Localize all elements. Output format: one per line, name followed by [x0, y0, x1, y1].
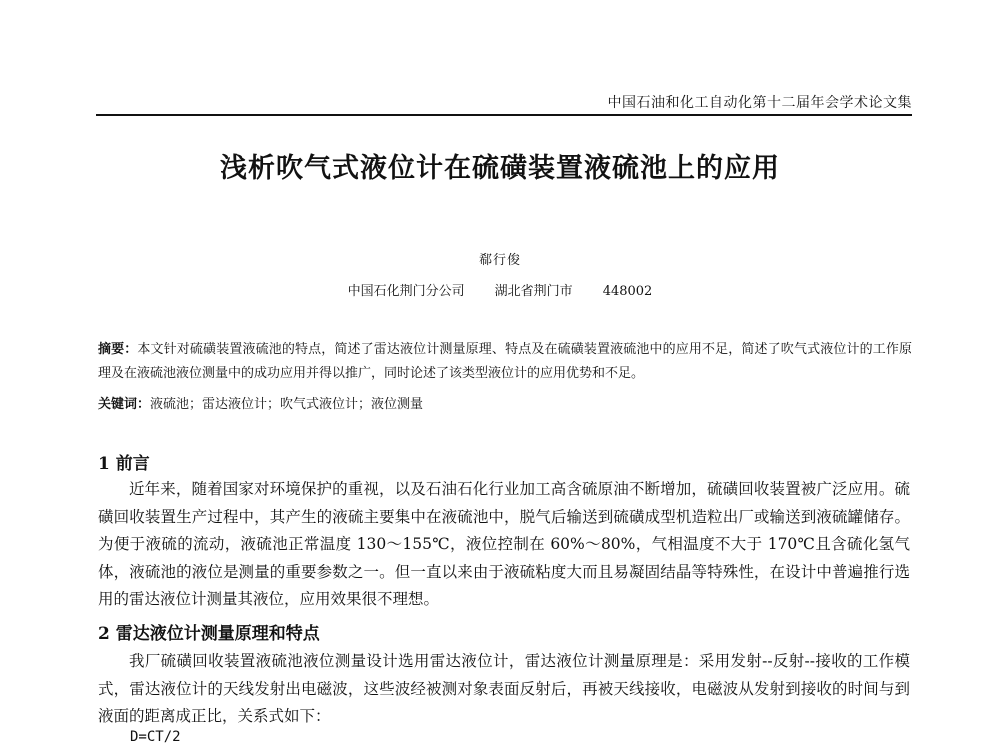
section-heading-introduction: 1 前言	[98, 454, 150, 474]
running-header: 中国石油和化工自动化第十二届年会学术论文集	[607, 95, 912, 111]
abstract-label: 摘要：	[98, 342, 138, 357]
keywords	[98, 394, 912, 416]
header-rule	[96, 114, 912, 116]
keywords-text: 液硫池；雷达液位计；吹气式液位计；液位测量	[150, 397, 424, 412]
abstract-text: 本文针对硫磺装置液硫池的特点，简述了雷达液位计测量原理、特点及在硫磺装置液硫池中的应用不足，简述了吹气式液位计的工作原理及在液硫池液位测量中的成功应用并得以推广，同时论述了该类型液位计的应用优势和不足。	[98, 342, 912, 381]
abstract	[98, 338, 912, 386]
author-name: 郗行俊	[478, 253, 521, 268]
affiliation-postcode: 448002	[602, 284, 653, 299]
formula: D=CT/2	[130, 729, 181, 745]
section-paragraph-introduction: 近年来，随着国家对环境保护的重视，以及石油石化行业加工高含硫原油不断增加，硫磺回收装置被广泛应用。硫磺回收装置生产过程中，其产生的液硫主要集中在液硫池中，脱气后输送到硫磺成型机造粒出厂或输送到液硫罐储存。为便于液硫的流动，液硫池正常温度 130～155℃，液位控制在 60%～80%，气相温度不大于 170℃且含硫化氢气体，液硫池的液位是测量的重要参数之一。但一直以来由于液硫粘度大而且易凝固结晶等特殊性，在设计中普遍推行选用的雷达液位计测量其液位，应用效果很不理想。	[98, 480, 910, 608]
keywords-label: 关键词：	[98, 397, 151, 412]
affiliation-org: 中国石化荆门分公司	[347, 284, 465, 299]
section-paragraph-radar: 我厂硫磺回收装置液硫池液位测量设计选用雷达液位计，雷达液位计测量原理是：采用发射--反射--接收的工作模式，雷达液位计的天线发射出电磁波，这些波经被测对象表面反射后，再被天线接收，电磁波从发射到接收的时间与到液面的距离成正比，关系式如下：	[98, 652, 910, 725]
section-heading-radar: 2 雷达液位计测量原理和特点	[98, 624, 320, 644]
affiliation-place: 湖北省荆门市	[494, 284, 573, 299]
affiliation	[0, 280, 1000, 299]
paper-title: 浅析吹气式液位计在硫磺装置液硫池上的应用	[220, 153, 780, 184]
